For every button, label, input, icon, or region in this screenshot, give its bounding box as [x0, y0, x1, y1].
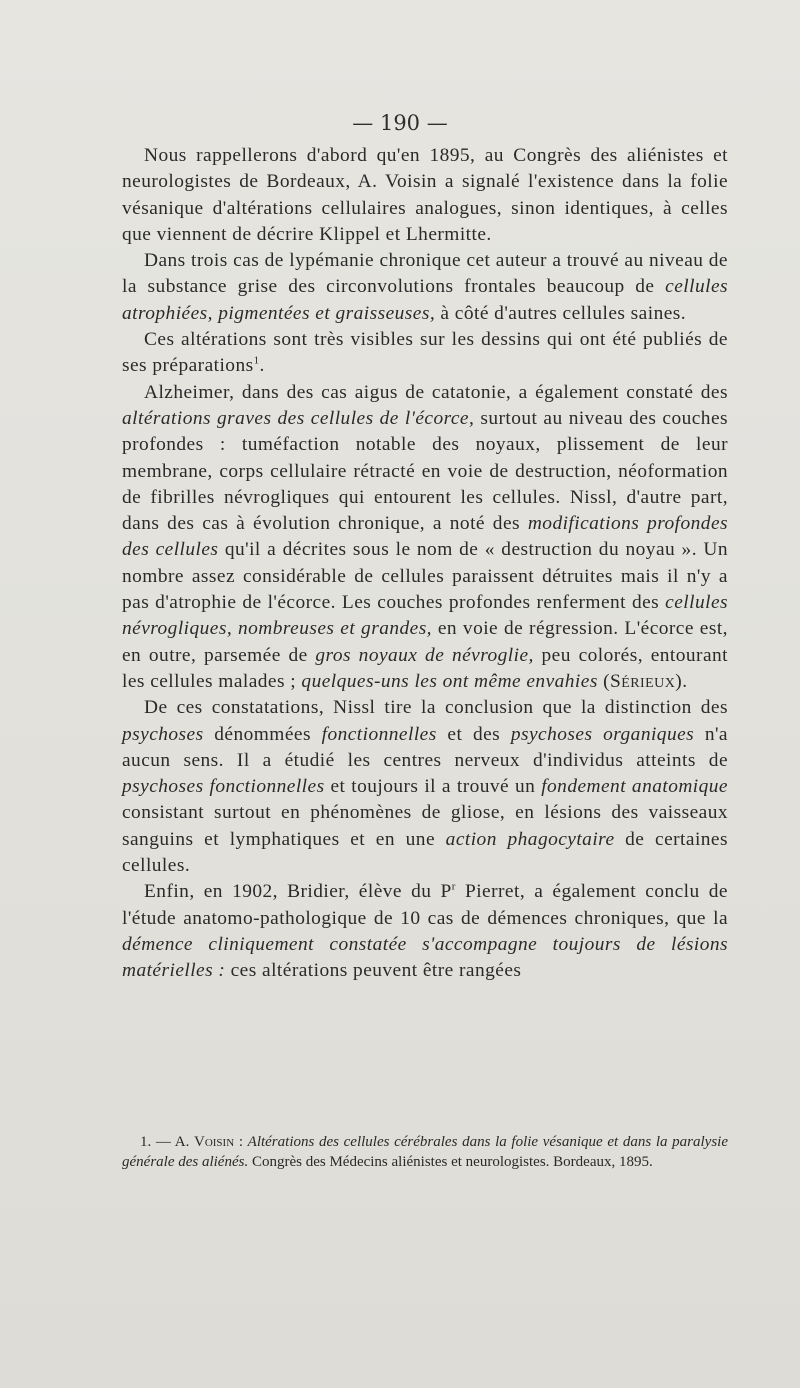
- paragraph-3: [122, 327, 728, 380]
- paragraph-5-emphasis-4: psychoses fonctionnelles: [122, 776, 325, 798]
- paragraph-5-text-a: De ces constatations, Nissl tire la conclusion que la distinction des: [144, 697, 728, 719]
- footnote-text-b: :: [234, 1134, 248, 1150]
- footnote-title-emphasis: Altérations des cellules cérébrales dans la folie vésanique et dans la paralysie générale des aliénés.: [122, 1134, 728, 1170]
- footnote-marker: 1: [253, 354, 260, 367]
- paragraph-5-emphasis-3: psychoses organiques: [510, 723, 695, 745]
- paragraph-3-text-b: .: [259, 355, 265, 377]
- paragraph-2: [122, 248, 728, 327]
- paragraph-5-text-b: dénommées: [203, 723, 322, 745]
- paragraph-5-emphasis-5: fondement anatomique: [541, 776, 728, 798]
- paragraph-5-emphasis-2: fonctionnelles: [321, 723, 437, 745]
- page-number: — 190 —: [352, 111, 448, 135]
- footnote-text-c: Congrès des Médecins aliénistes et neurologistes. Bordeaux, 1895.: [248, 1153, 653, 1170]
- paragraph-6-text-a: Enfin, en 1902, Bridier, élève du P: [144, 881, 452, 903]
- paragraph-2-text-a: Dans trois cas de lypémanie chronique cet auteur a trouvé au niveau de la substance grise des circonvolutions frontales beaucoup de: [122, 250, 728, 298]
- paragraph-4-emphasis-5: quelques-uns les ont même envahies: [301, 670, 598, 692]
- body-text: [122, 143, 728, 985]
- paragraph-6-emphasis: démence cliniquement constatée s'accompagne toujours de lésions matérielles :: [122, 933, 728, 982]
- paragraph-6-text-c: ces altérations peuvent être rangées: [225, 960, 522, 982]
- paragraph-2-text-b: à côté d'autres cellules saines.: [435, 302, 687, 324]
- paragraph-5-text-c: et des: [436, 723, 511, 745]
- paragraph-5: [122, 695, 728, 879]
- paragraph-2-emphasis: cellules atrophiées, pigmentées et graisseuses,: [122, 276, 728, 324]
- paragraph-5-text-d: n'a aucun sens. Il a étudié les centres nerveux d'individus atteints de: [122, 723, 728, 771]
- paragraph-4-text-c: qu'il a décrites sous le nom de « destruction du noyau ». Un nombre assez considérable de cellules paraissent détruites mais il n'y a pas d'atrophie de l'écorce. Les couches profondes renferment des: [122, 539, 728, 614]
- paragraph-4-text-d: en voie de régression. L'écorce est, en outre, parsemée de: [122, 618, 728, 666]
- paragraph-6: [122, 879, 728, 984]
- paragraph-5-emphasis-1: psychoses: [122, 723, 204, 745]
- paragraph-4-emphasis-3: cellules névrogliques, nombreuses et grandes,: [122, 592, 728, 640]
- paragraph-4-text-g: ).: [675, 670, 688, 692]
- paragraph-3-text-a: Ces altérations sont très visibles sur les dessins qui ont été publiés de ses préparations: [122, 329, 728, 377]
- paragraph-1-text: Nous rappellerons d'abord qu'en 1895, au Congrès des aliénistes et neurologistes de Bordeaux, A. Voisin a signalé l'existence dans la folie vésanique d'altérations cellulaires analogues, sinon identiques, à celles que viennent de décrire Klippel et Lhermitte.: [122, 145, 728, 245]
- paragraph-4-author-smallcaps: Sérieux: [610, 670, 676, 692]
- paragraph-4-text-a: Alzheimer, dans des cas aigus de catatonie, a également constaté des: [144, 381, 728, 403]
- paragraph-4-text-b: surtout au niveau des couches profondes : tuméfaction notable des noyaux, plissement de leur membrane, corps cellulaire rétracté en voie de destruction, néoformation de fibrilles névrogliques qui entourent les cellules. Nissl, d'autre part, dans des cas à évolution chronique, a noté des: [122, 407, 729, 535]
- paragraph-6-text-b: Pierret, a également conclu de l'étude anatomo-pathologique de 10 cas de démences chroniques, que la: [122, 881, 728, 929]
- paragraph-1: [122, 143, 728, 248]
- footnote-author-smallcaps: Voisin: [193, 1134, 235, 1150]
- paragraph-4: [122, 380, 728, 696]
- professor-abbrev-sup: r: [451, 880, 456, 893]
- paragraph-4-text-e: peu colorés, entourant les cellules malades ;: [122, 644, 728, 692]
- paragraph-5-text-f: consistant surtout en phénomènes de gliose, en lésions des vaisseaux sanguins et lymphatiques et en une: [122, 802, 728, 850]
- paragraph-5-emphasis-6: action phagocytaire: [445, 828, 615, 850]
- paragraph-5-text-g: de certaines cellules.: [122, 828, 728, 877]
- paragraph-4-text-f: (: [597, 670, 611, 692]
- footnote: [122, 1133, 728, 1172]
- footnote-text-a: 1. — A.: [140, 1134, 194, 1150]
- paragraph-4-emphasis-1: altérations graves des cellules de l'écorce,: [122, 407, 475, 429]
- paragraph-4-emphasis-2: modifications profondes des cellules: [122, 513, 728, 561]
- paragraph-4-emphasis-4: gros noyaux de névroglie,: [315, 644, 534, 666]
- paragraph-5-text-e: et toujours il a trouvé un: [324, 776, 542, 798]
